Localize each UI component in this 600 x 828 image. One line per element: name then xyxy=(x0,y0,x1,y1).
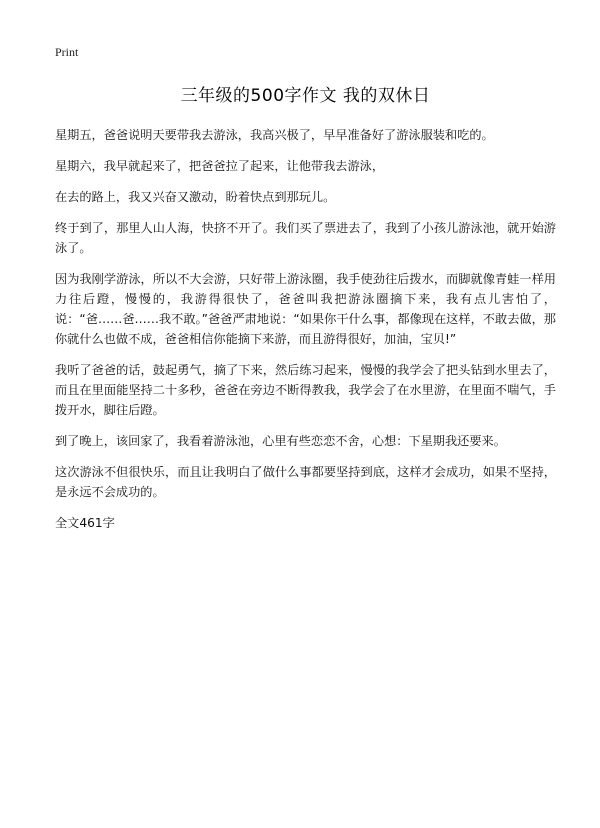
article-body xyxy=(55,125,556,502)
article-paragraph: 终于到了，那里人山人海，快挤不开了。我们买了票进去了，我到了小孩儿游泳池，就开始游泳了。 xyxy=(55,221,556,255)
print-link[interactable]: Print xyxy=(55,45,79,59)
article-paragraph: 在去的路上，我又兴奋又激动，盼着快点到那玩儿。 xyxy=(55,190,336,204)
word-count: 全文461字 xyxy=(55,516,115,530)
page-title: 三年级的500字作文 我的双休日 xyxy=(180,86,431,106)
article-paragraph: 这次游泳不但很快乐，而且让我明白了做什么事都要坚持到底，这样才会成功，如果不坚持，是永远不会成功的。 xyxy=(55,465,556,499)
article-paragraph: 因为我刚学游泳，所以不大会游，只好带上游泳圈，我手使劲往后拨水，而脚就像青蛙一样用力往后蹬，慢慢的，我游得很快了，爸爸叫我把游泳圈摘下来，我有点儿害怕了，说：“爸……爸……我不敢。”爸爸严肃地说：“如果你干什么事，都像现在这样，不敢去做，那你就什么也做不成，爸爸相信你能摘下来游，而且游得很好，加油，宝贝!” xyxy=(55,272,556,346)
article-paragraph: 我听了爸爸的话，鼓起勇气，摘了下来，然后练习起来，慢慢的我学会了把头钻到水里去了，而且在里面能坚持二十多秒，爸爸在旁边不断得教我，我学会了在水里游，在里面不喘气，手拨开水，脚往后蹬。 xyxy=(55,363,556,417)
article-paragraph: 星期六，我早就起来了，把爸爸拉了起来，让他带我去游泳， xyxy=(55,159,385,173)
article-paragraph: 星期五，爸爸说明天要带我去游泳，我高兴极了，早早准备好了游泳服装和吃的。 xyxy=(55,128,494,142)
article-paragraph: 到了晚上，该回家了，我看着游泳池，心里有些恋恋不舍，心想：下星期我还要来。 xyxy=(55,434,506,448)
